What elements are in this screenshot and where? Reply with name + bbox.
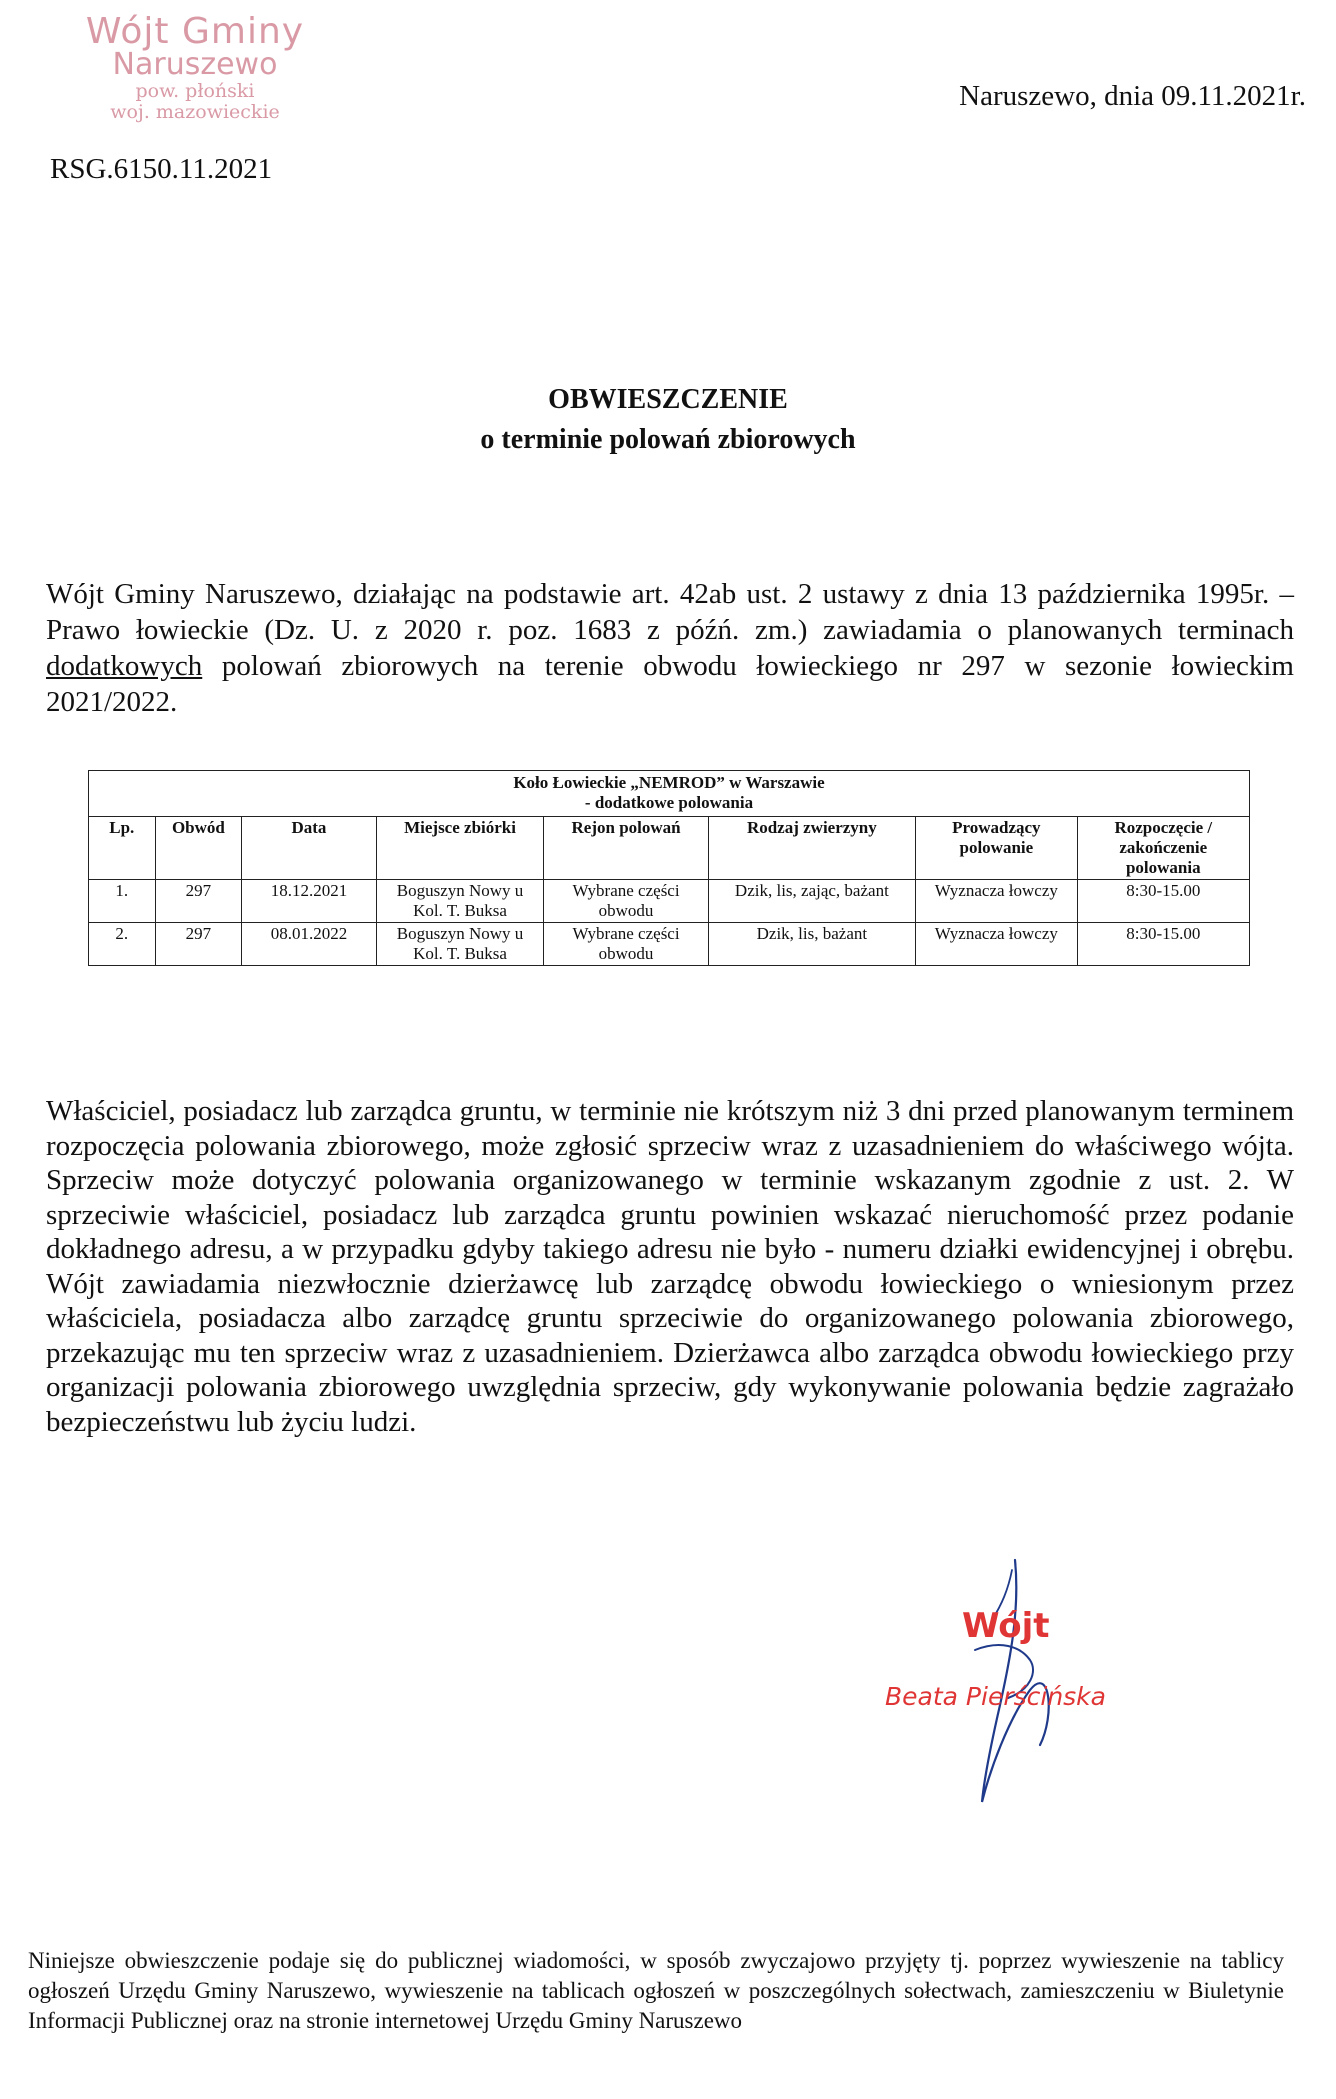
column-header: Data bbox=[242, 817, 376, 880]
table-cell: 18.12.2021 bbox=[242, 880, 376, 923]
place-and-date: Naruszewo, dnia 09.11.2021r. bbox=[959, 80, 1306, 112]
table-cell: Wyznacza łowczy bbox=[916, 880, 1078, 923]
table-cell: 2. bbox=[89, 923, 156, 966]
column-header: Miejsce zbiórki bbox=[376, 817, 544, 880]
table-cell: 8:30-15.00 bbox=[1077, 880, 1249, 923]
table-cell: Boguszyn Nowy u Kol. T. Buksa bbox=[376, 923, 544, 966]
document-subtitle: o terminie polowań zbiorowych bbox=[480, 424, 856, 455]
table-cell: Wyznacza łowczy bbox=[916, 923, 1078, 966]
intro-underlined-word: dodatkowych bbox=[46, 650, 203, 682]
signature-block bbox=[880, 1540, 1180, 1840]
table-cell: Wybrane części obwodu bbox=[544, 880, 708, 923]
column-header: Rejon polowań bbox=[544, 817, 708, 880]
table-caption-line-2: - dodatkowe polowania bbox=[584, 793, 754, 812]
table-cell: Dzik, lis, bażant bbox=[708, 923, 915, 966]
stamp-line-1: Wójt Gminy bbox=[85, 11, 305, 52]
table-caption bbox=[89, 771, 1250, 817]
column-header: Rodzaj zwierzyny bbox=[708, 817, 915, 880]
table-header-row bbox=[89, 817, 1250, 880]
document-title: OBWIESZCZENIE bbox=[548, 384, 788, 415]
column-header: Prowadzący polowanie bbox=[916, 817, 1078, 880]
column-header: Lp. bbox=[89, 817, 156, 880]
stamp-line-4: woj. mazowieckie bbox=[110, 101, 280, 123]
stamp-line-3: pow. płoński bbox=[135, 80, 255, 102]
table-cell: Dzik, lis, zając, bażant bbox=[708, 880, 915, 923]
objection-paragraph: Właściciel, posiadacz lub zarządca gruntu, w terminie nie krótszym niż 3 dni przed planowanym terminem rozpoczęcia polowania zbiorowego, może zgłosić sprzeciw wraz z uzasadnieniem do właściwego wójta. Sprzeciw może dotyczyć polowania organizowanego w terminie wskazanym zgodnie z ust. 2. W sprzeciwie właściciel, posiadacz lub zarządca gruntu powinien wskazać nieruchomość przez podanie dokładnego adresu, a w przypadku gdyby takiego adresu nie było - numeru działki ewidencyjnej i obrębu. Wójt zawiadamia niezwłocznie dzierżawcę lub zarządcę obwodu łowieckiego o wniesionym przez właściciela, posiadacza albo zarządcę gruntu sprzeciwie do organizowanego polowania zbiorowego, przekazując mu ten sprzeciw wraz z uzasadnieniem. Dzierżawca albo zarządca obwodu łowieckiego przy organizacji polowania zbiorowego uwzględnia sprzeciw, gdy wykonywanie polowania będzie zagrażało bezpieczeństwu lub życiu ludzi. bbox=[46, 1095, 1294, 1438]
table-cell: Wybrane części obwodu bbox=[544, 923, 708, 966]
intro-text-after: polowań zbiorowych na terenie obwodu łowieckiego nr 297 w sezonie łowieckim 2021/2022. bbox=[46, 650, 1294, 718]
hunting-schedule-table bbox=[88, 770, 1250, 966]
table-cell: 08.01.2022 bbox=[242, 923, 376, 966]
table-row bbox=[89, 923, 1250, 966]
reference-number: RSG.6150.11.2021 bbox=[50, 153, 273, 185]
intro-text-before: Wójt Gminy Naruszewo, działając na podstawie art. 42ab ust. 2 ustawy z dnia 13 października 1995r. – Prawo łowieckie (Dz. U. z 2020 r. poz. 1683 z późń. zm.) zawiadamia o planowanych terminach bbox=[46, 578, 1294, 646]
intro-paragraph bbox=[46, 576, 1294, 720]
signatory-name: Beata Pierścińska bbox=[885, 1682, 1106, 1711]
office-stamp bbox=[70, 11, 320, 123]
table-cell: 1. bbox=[89, 880, 156, 923]
column-header: Obwód bbox=[155, 817, 242, 880]
table-cell: 8:30-15.00 bbox=[1077, 923, 1249, 966]
table-cell: Boguszyn Nowy u Kol. T. Buksa bbox=[376, 880, 544, 923]
stamp-line-2: Naruszewo bbox=[112, 47, 278, 82]
table-cell: 297 bbox=[155, 923, 242, 966]
publication-note: Niniejsze obwieszczenie podaje się do publicznej wiadomości, w sposób zwyczajowo przyjęty tj. poprzez wywieszenie na tablicy ogłoszeń Urzędu Gminy Naruszewo, wywieszenie na tablicach ogłoszeń w poszczególnych sołectwach, zamieszczeniu w Biuletynie Informacji Publicznej oraz na stronie internetowej Urzędu Gminy Naruszewo bbox=[28, 1948, 1284, 2033]
signatory-role: Wójt bbox=[962, 1606, 1050, 1646]
table-cell: 297 bbox=[155, 880, 242, 923]
column-header: Rozpoczęcie / zakończenie polowania bbox=[1077, 817, 1249, 880]
table-row bbox=[89, 880, 1250, 923]
table-caption-line-1: Koło Łowieckie „NEMROD” w Warszawie bbox=[513, 773, 825, 792]
